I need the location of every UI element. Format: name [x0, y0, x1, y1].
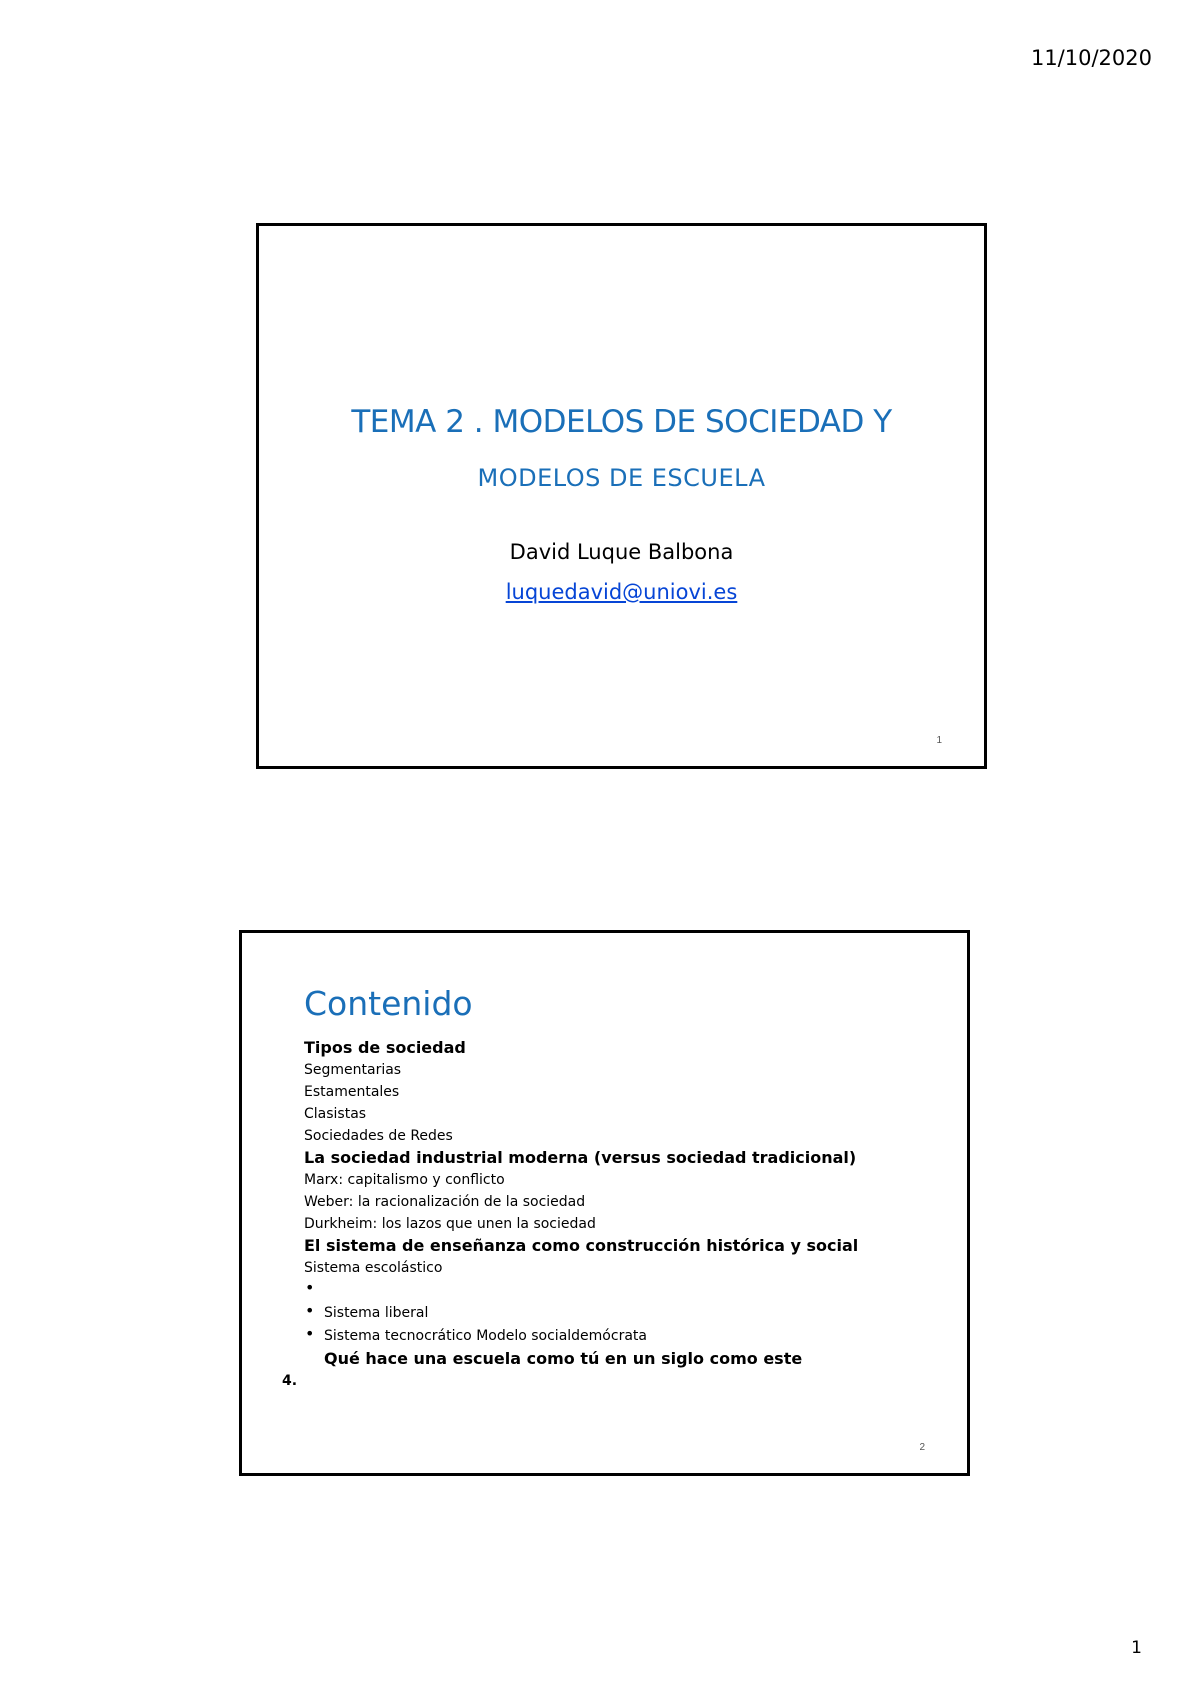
slide-title-line-1: TEMA 2 . MODELOS DE SOCIEDAD Y: [351, 404, 892, 440]
section-item: Segmentarias: [304, 1062, 402, 1078]
page-date: 11/10/2020: [1030, 46, 1152, 70]
slide-2: [239, 930, 970, 1476]
section-item: Durkheim: los lazos que unen la sociedad: [304, 1216, 596, 1232]
slide-number: 2: [919, 1442, 925, 1453]
section-heading: El sistema de enseñanza como construcción histórica y social: [304, 1236, 859, 1255]
slide-1: [256, 223, 987, 769]
section-item: Weber: la racionalización de la sociedad: [304, 1194, 586, 1210]
contents-title: Contenido: [304, 984, 473, 1023]
section-heading: Qué hace una escuela como tú en un siglo como este: [324, 1349, 803, 1368]
slide-title-line-2: MODELOS DE ESCUELA: [477, 464, 766, 492]
section-heading: La sociedad industrial moderna (versus sociedad tradicional): [304, 1148, 857, 1167]
author-name: David Luque Balbona: [509, 540, 734, 564]
bullet-item: • Sistema liberal: [304, 1302, 858, 1325]
bullet-item: • Sistema tecnocrático Modelo socialdemócrata: [304, 1325, 858, 1348]
section-item: Estamentales: [304, 1084, 400, 1100]
author-email: [259, 580, 984, 604]
slide-number: 1: [936, 735, 942, 746]
section-item: Sistema escolástico: [304, 1260, 443, 1276]
section-heading: Tipos de sociedad: [304, 1038, 466, 1057]
section-item: Clasistas: [304, 1106, 367, 1122]
section-item: Marx: capitalismo y conflicto: [304, 1172, 505, 1188]
email-link[interactable]: luquedavid@uniovi.es: [505, 580, 738, 604]
section-number: 4.: [282, 1373, 298, 1389]
page-number: 1: [1131, 1638, 1142, 1658]
contents-list: [304, 1037, 858, 1370]
bullet-item: [304, 1279, 858, 1302]
section-item: Sociedades de Redes: [304, 1128, 453, 1144]
